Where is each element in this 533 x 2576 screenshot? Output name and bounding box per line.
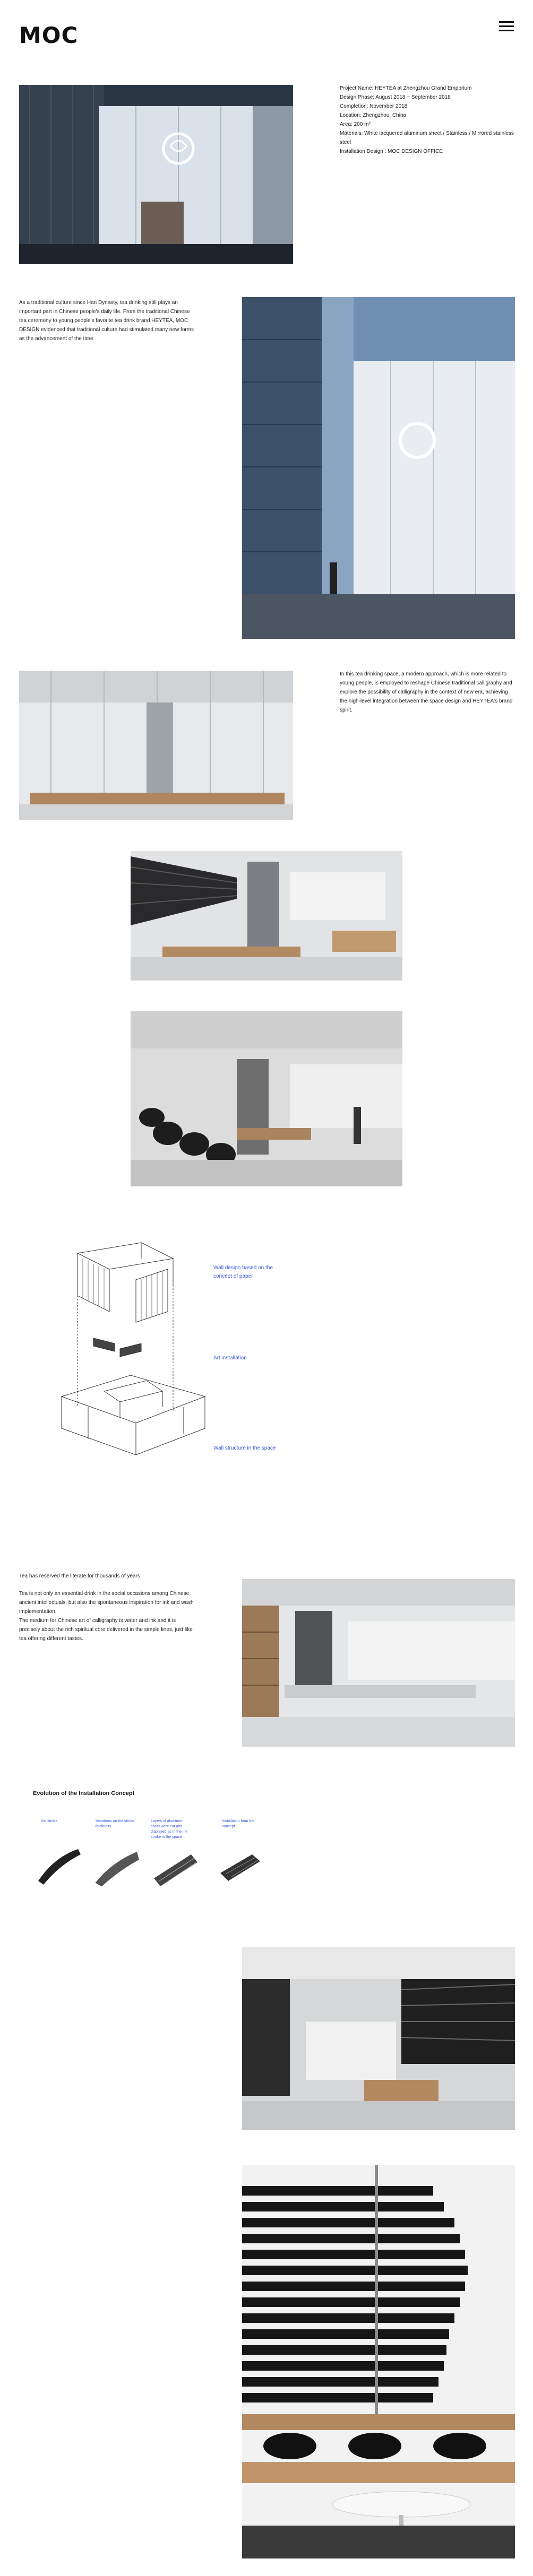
intro-paragraph: As a traditional culture since Han Dynasty, tea drinking still plays an important part in Chinese people's daily life. From the traditional Chinese tea ceremony to young people's favorite tea drink brand HEYTEA, MOC DESIGN evidenced that traditional culture had stimulated many new forms as the advancement of the time. bbox=[19, 300, 194, 342]
evolution-step-label: Layers of aluminum sheet were cut and displayed as in the ink stroke in the space bbox=[151, 1819, 187, 1839]
axonometric-diagram bbox=[56, 1237, 216, 1471]
tea-paragraph-2: Tea is not only an essential drink in the social occasions among Chinese ancient intellectuals, but also the spontaneous inspiration for ink and wash implementation. bbox=[19, 1591, 194, 1615]
evolution-step-sketch bbox=[212, 1841, 265, 1889]
interior-long-photo bbox=[242, 1947, 515, 2130]
project-info-line: Area: 200 m² bbox=[340, 122, 371, 127]
label-art-installation: Art installation bbox=[213, 1355, 247, 1361]
evolution-title: Evolution of the Installation Concept bbox=[33, 1790, 135, 1797]
evolution-step-label: Installation from the concept bbox=[222, 1819, 255, 1828]
evolution-step-label: Ink stroke bbox=[41, 1819, 58, 1823]
installation-detail-photo bbox=[242, 2165, 515, 2558]
project-info bbox=[340, 84, 515, 156]
project-info-line: Design Phase: August 2018 ~ September 2018 bbox=[340, 94, 451, 100]
label-wall-structure: Wall structure in the space bbox=[213, 1445, 276, 1451]
project-info-line: Completion: November 2018 bbox=[340, 103, 408, 109]
approach-paragraph: In this tea drinking space, a modern approach, which is more related to young people, is employed to reshape Chinese traditional calligraphy and explore the possibility of calligraphy in the context of new era, achieving the high-level integration between the space design and HEYTEA's brand spirit. bbox=[340, 671, 513, 713]
interior-installation-photo bbox=[131, 851, 402, 981]
evolution-step-sketch bbox=[149, 1841, 202, 1889]
tea-text bbox=[19, 1572, 194, 1643]
interior-wide-photo bbox=[19, 671, 293, 820]
tea-paragraph-3: The medium for Chinese art of calligraphy is water and ink and it is precisely about the rich spiritual core delivered in the simple lines, just like tea offering different tastes. bbox=[19, 1618, 193, 1642]
hamburger-icon[interactable] bbox=[499, 20, 514, 33]
tea-paragraph-1: Tea has reserved the literate for thousands of years. bbox=[19, 1573, 142, 1579]
project-info-line: Location: Zhengzhou, China bbox=[340, 112, 407, 118]
seating-area-photo bbox=[131, 1011, 402, 1186]
project-info-line: Materials: White lacquered aluminum sheet / Stainless / Mirrored stainless steel bbox=[340, 131, 514, 145]
facade-photo bbox=[242, 297, 515, 639]
label-wall-design: Wall design based on the concept of paper bbox=[213, 1265, 273, 1279]
counter-photo bbox=[242, 1579, 515, 1747]
storefront-photo bbox=[19, 85, 293, 264]
evolution-step-sketch bbox=[90, 1841, 143, 1889]
logo[interactable]: MOC bbox=[19, 22, 79, 48]
project-info-line: Project Name: HEYTEA at Zhengzhou Grand Emporium bbox=[340, 85, 472, 91]
evolution-step-sketch bbox=[33, 1841, 86, 1889]
evolution-step-label: Variations on the stroke thickness bbox=[96, 1819, 135, 1828]
project-info-line: Installation Design : MOC DESIGN OFFICE bbox=[340, 149, 443, 154]
